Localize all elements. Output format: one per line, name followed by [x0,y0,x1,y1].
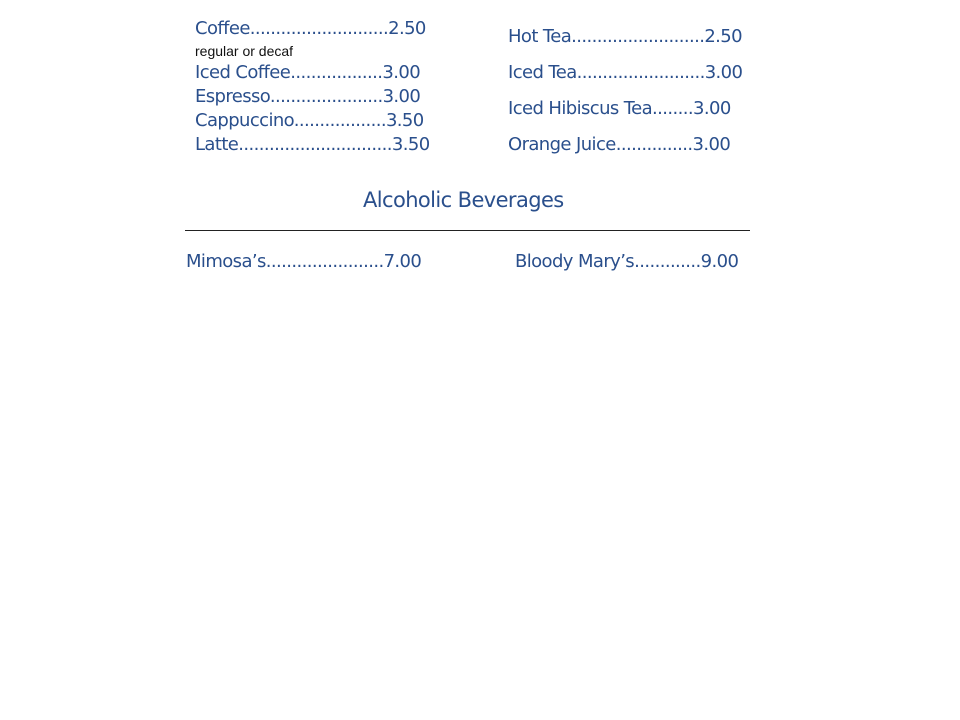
menu-item-cappuccino: Cappuccino..................3.50 [195,110,424,131]
menu-item-bloody-marys: Bloody Mary’s.............9.00 [515,251,739,272]
menu-item-coffee: Coffee...........................2.50 [195,18,426,39]
menu-item-hot-tea: Hot Tea..........................2.50 [508,26,743,47]
menu-item-mimosas: Mimosa’s.......................7.00 [186,251,422,272]
menu-item-iced-tea: Iced Tea.........................3.00 [508,62,743,83]
menu-item-orange-juice: Orange Juice...............3.00 [508,134,731,155]
menu-item-latte: Latte..............................3.50 [195,134,430,155]
menu-item-espresso: Espresso......................3.00 [195,86,421,107]
menu-item-iced-coffee: Iced Coffee..................3.00 [195,62,421,83]
menu-item-coffee-note: regular or decaf [195,43,294,59]
section-heading-alcoholic-beverages: Alcoholic Beverages [363,188,564,212]
menu-item-iced-hibiscus-tea: Iced Hibiscus Tea........3.00 [508,98,731,119]
section-divider [185,230,750,231]
